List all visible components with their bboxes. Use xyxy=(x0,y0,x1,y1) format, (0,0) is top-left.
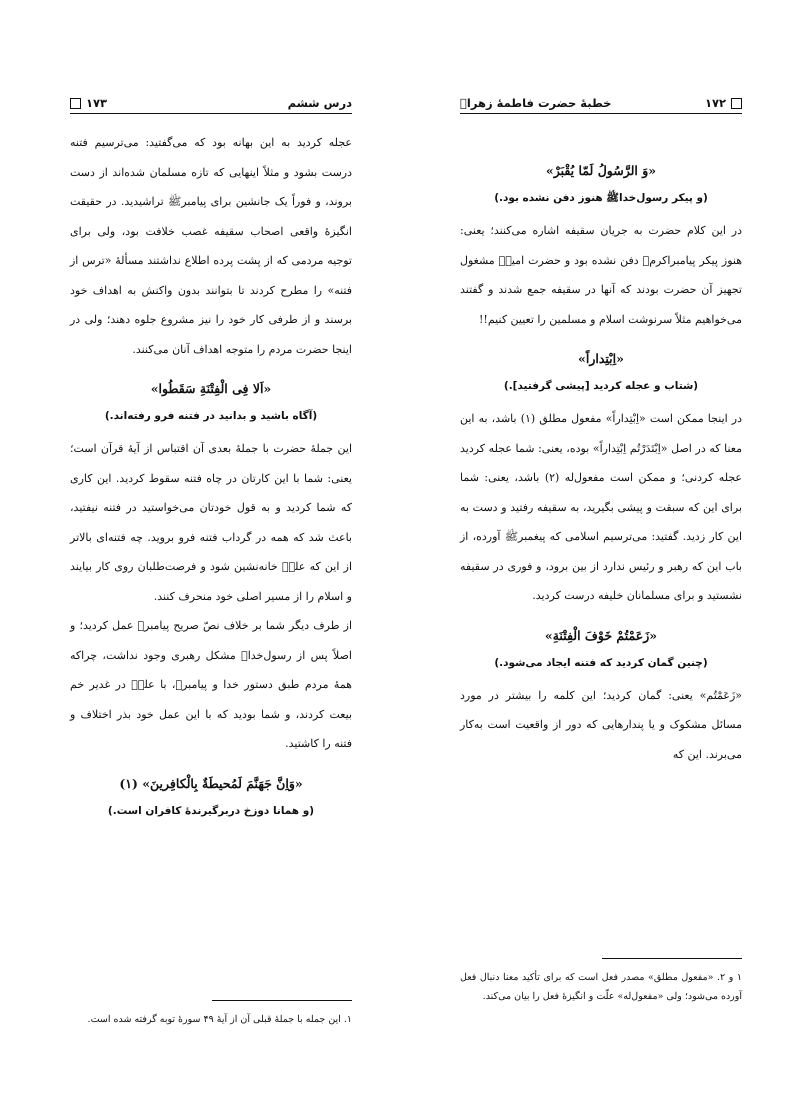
left-paragraph-3: از طرف دیگر شما بر خلاف نصّ صریح پیامبرﷺ عمل کردید؛ و اصلاً پس از رسول‌خداﷺ مشکل رهبری وجود نداشت، چراکه همهٔ مردم طبق دستور خدا و پیامبرﷺ، با علیؑ در غدیر خم بیعت کردند، و شما بودید که با این عمل خود بذر اختلاف و فتنه را کاشتید. xyxy=(70,619,352,750)
right-header-title: خطبهٔ حضرت فاطمهٔ زهراؑ xyxy=(460,96,612,110)
right-paragraph-1: در این کلام حضرت به جریان سقیفه اشاره می‌کنند؛ یعنی: هنوز پیکر پیامبراکرمﷺ دفن نشده بود و حضرت امیرؑ مشغول تجهیز آن حضرت بودند که آنها در سقیفه جمع شدند و گفتند می‌خواهیم مثلاً سرنوشت اسلام و مسلمین را تعیین کنیم!! xyxy=(460,224,742,326)
left-verse-1: «اَلا فِی الْفِتْنَةِ سَقَطُوا» xyxy=(150,381,272,396)
right-paragraph-2: در اینجا ممکن است «اِبْتِداراً» مفعول مطلق (۱) باشد، به این معنا که در اصل «اِبْتَدَرْتُم اِبْتِداراً» بوده، یعنی: شما عجله کردید عجله کردنی؛ و ممکن است مفعول‌له (۲) باشد، یعنی: شما برای این که سبقت و پیشی بگیرید، به سقیفه رفتید و دست به این کار زدید. گفتید: می‌ترسیم اسلامی که پیغمبرﷺ آورده، از باب این که رهبر و رئیس ندارد از بین برود، و فوری در سقیفه نشستید و برای مسلمانان خلیفه درست کردید. xyxy=(460,412,743,602)
left-header-title: درس ششم xyxy=(287,96,352,110)
right-verse-1: «وَ الرَّسُولُ لَمّا یُقْبَرْ» xyxy=(545,163,657,178)
right-verse-2: «اِبْتِداراً» xyxy=(578,351,624,366)
left-header-rule xyxy=(70,113,352,114)
left-footnote: ۱. این جمله با جملهٔ قبلی آن از آیهٔ ۴۹ سورهٔ توبه گرفته شده است. xyxy=(87,1014,352,1025)
left-translation-1: (آگاه باشید و بدانید در فتنه فرو رفته‌اند.) xyxy=(104,410,318,422)
right-header xyxy=(460,92,742,114)
left-body xyxy=(70,128,352,829)
left-header xyxy=(70,92,352,114)
square-ornament-icon xyxy=(70,98,81,109)
right-page-number-group xyxy=(705,96,742,110)
left-footnote-rule xyxy=(212,1000,352,1001)
left-paragraph-2: این جملهٔ حضرت با جملهٔ بعدی آن اقتباس از آیهٔ قرآن است؛ یعنی: شما با این کارتان در چاه فتنه سقوط کردید. این کاری که شما کردید و به قول خودتان می‌خواستید در فتنه نیفتید، باعث شد که همه در گرداب فتنه فرو بروید. چه فتنه‌ای بالاتر از این که علیؑ خانه‌نشین شود و فرصت‌طلبان روی کار بیایند و اسلام را از مسیر اصلی خود منحرف کنند. xyxy=(70,442,352,603)
right-footnote: ۱ و ۲. «مفعول مطلق» مصدر فعل است که برای تأکید معنا دنبال فعل آورده می‌شود؛ ولی «مفعول‌له» علّت و انگیزهٔ فعل را بیان می‌کند. xyxy=(460,972,742,1002)
right-translation-3: (چنین گمان کردید که فتنه ایجاد می‌شود.) xyxy=(494,656,708,669)
left-page-number: ۱۷۳ xyxy=(86,96,108,110)
right-page-number: ۱۷۲ xyxy=(704,96,726,110)
right-translation-2: (شتاب و عجله کردید [پیشی گرفتید].) xyxy=(503,380,699,392)
right-footnote-rule xyxy=(602,958,742,959)
left-page xyxy=(70,0,352,1100)
right-body xyxy=(460,140,742,769)
left-verse-2: «وَاِنَّ جَهَنَّمَ لَمُحیطَةٌ بِالْکافِرینَ» (۱) xyxy=(119,775,303,791)
left-translation-2: (و همانا دوزخ دربرگیرندهٔ کافران است.) xyxy=(107,804,315,817)
right-page xyxy=(460,0,742,1100)
right-paragraph-3: «زَعَمْتُم» یعنی: گمان کردید؛ این کلمه را بیشتر در مورد مسائل مشکوک و یا پندارهایی که دور از واقعیت است به‌کار می‌برند. این که xyxy=(460,688,742,761)
left-page-number-group xyxy=(70,96,107,110)
square-ornament-icon xyxy=(731,98,742,109)
right-header-rule xyxy=(460,113,742,114)
left-paragraph-1: عجله کردید به این بهانه بود که می‌گفتید: می‌ترسیم فتنه درست بشود و مثلاً اینهایی که تازه مسلمان شده‌اند از دست بروند، و فوراً یک جانشین برای پیامبرﷺ تراشیدید. در حقیقت انگیزهٔ واقعی اصحاب سقیفه غصب خلافت بود، ولی برای توجیه مردمی که از پشت پرده اطلاع نداشتند مسألهٔ «ترس از فتنه» را مطرح کردند تا بتوانند بدون واکنش به اهداف خود برسند و از طرفی کار خود را نیز مشروع جلوه دهند؛ ولی در اینجا حضرت مردم را متوجه اهداف آنان می‌کنند. xyxy=(70,136,352,356)
right-verse-3: «زَعَمْتُمْ خَوْفَ الْفِتْنَةِ» xyxy=(544,627,658,643)
right-translation-1: (و پیکر رسول‌خداﷺ هنوز دفن نشده بود.) xyxy=(494,192,708,204)
